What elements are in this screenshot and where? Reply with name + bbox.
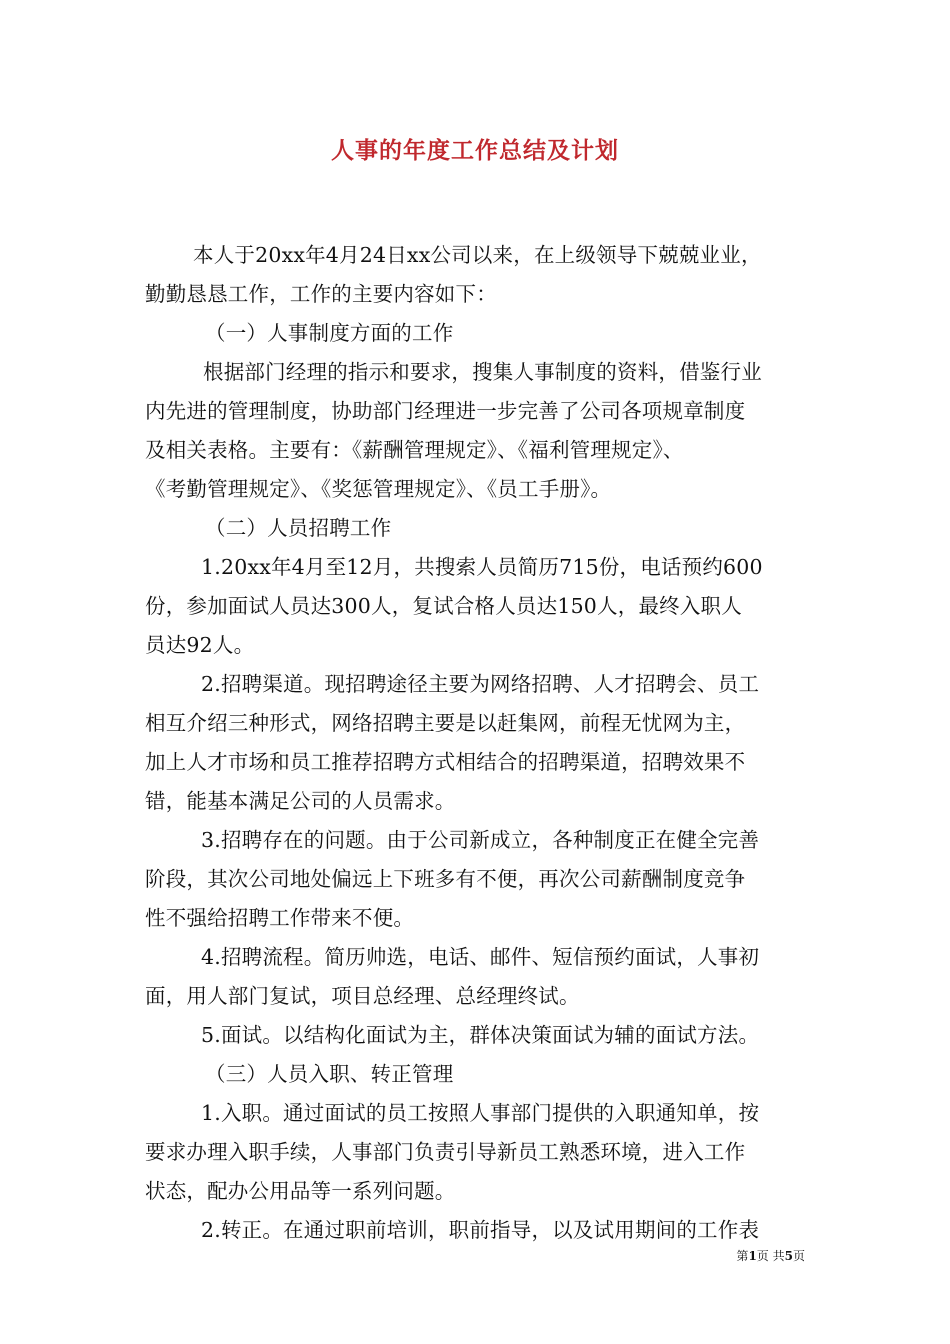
footer-middle: 页 共 [756,1249,785,1263]
text-line: 5.面试。以结构化面试为主，群体决策面试为辅的面试方法。 [201,1023,760,1047]
text-line: 员达92人。 [145,633,255,657]
text-line: 及相关表格。主要有：《薪酬管理规定》、《福利管理规定》、 [145,438,684,462]
text-line: 面，用人部门复试，项目总经理、总经理终试。 [145,984,580,1008]
text-line: 性不强给招聘工作带来不便。 [145,906,415,930]
text-line: 份，参加面试人员达300人，复试合格人员达150人，最终入职人 [145,594,742,618]
text-line: 内先进的管理制度，协助部门经理进一步完善了公司各项规章制度 [145,399,746,423]
text-line: 2.转正。在通过职前培训，职前指导，以及试用期间的工作表 [201,1218,760,1242]
footer-page-number: 1 [748,1249,757,1263]
text-line: 阶段，其次公司地处偏远上下班多有不便，再次公司薪酬制度竞争 [145,867,746,891]
document-body [145,236,810,1250]
text-line: 2.招聘渠道。现招聘途径主要为网络招聘、人才招聘会、员工 [201,672,760,696]
text-line: 要求办理入职手续，人事部门负责引导新员工熟悉环境，进入工作 [145,1140,746,1164]
text-line: （二）人员招聘工作 [205,516,392,540]
text-line: 3.招聘存在的问题。由于公司新成立，各种制度正在健全完善 [201,828,760,852]
text-line: 根据部门经理的指示和要求，搜集人事制度的资料，借鉴行业 [203,360,762,384]
text-line: 1.20xx年4月至12月，共搜索人员简历715份，电话预约600 [201,555,763,579]
text-line: 《考勤管理规定》、《奖惩管理规定》、《员工手册》。 [145,477,612,501]
footer-prefix: 第 [736,1249,749,1263]
text-line: 本人于20xx年4月24日xx公司以来，在上级领导下兢兢业业， [193,243,762,267]
text-line: 错，能基本满足公司的人员需求。 [145,789,456,813]
footer-total-pages: 5 [784,1249,793,1263]
text-line: 加上人才市场和员工推荐招聘方式相结合的招聘渠道，招聘效果不 [145,750,746,774]
page-footer [736,1247,805,1264]
text-line: 4.招聘流程。简历帅选，电话、邮件、短信预约面试，人事初 [201,945,760,969]
document-title: 人事的年度工作总结及计划 [331,137,619,164]
text-line: 1.入职。通过面试的员工按照人事部门提供的入职通知单，按 [201,1101,760,1125]
text-line: 相互介绍三种形式，网络招聘主要是以赶集网，前程无忧网为主， [145,711,746,735]
text-line: （三）人员入职、转正管理 [205,1062,454,1086]
text-line: 勤勤恳恳工作，工作的主要内容如下： [145,282,497,306]
text-line: （一）人事制度方面的工作 [205,321,454,345]
text-line: 状态，配办公用品等一系列问题。 [145,1179,456,1203]
footer-suffix: 页 [792,1249,805,1263]
